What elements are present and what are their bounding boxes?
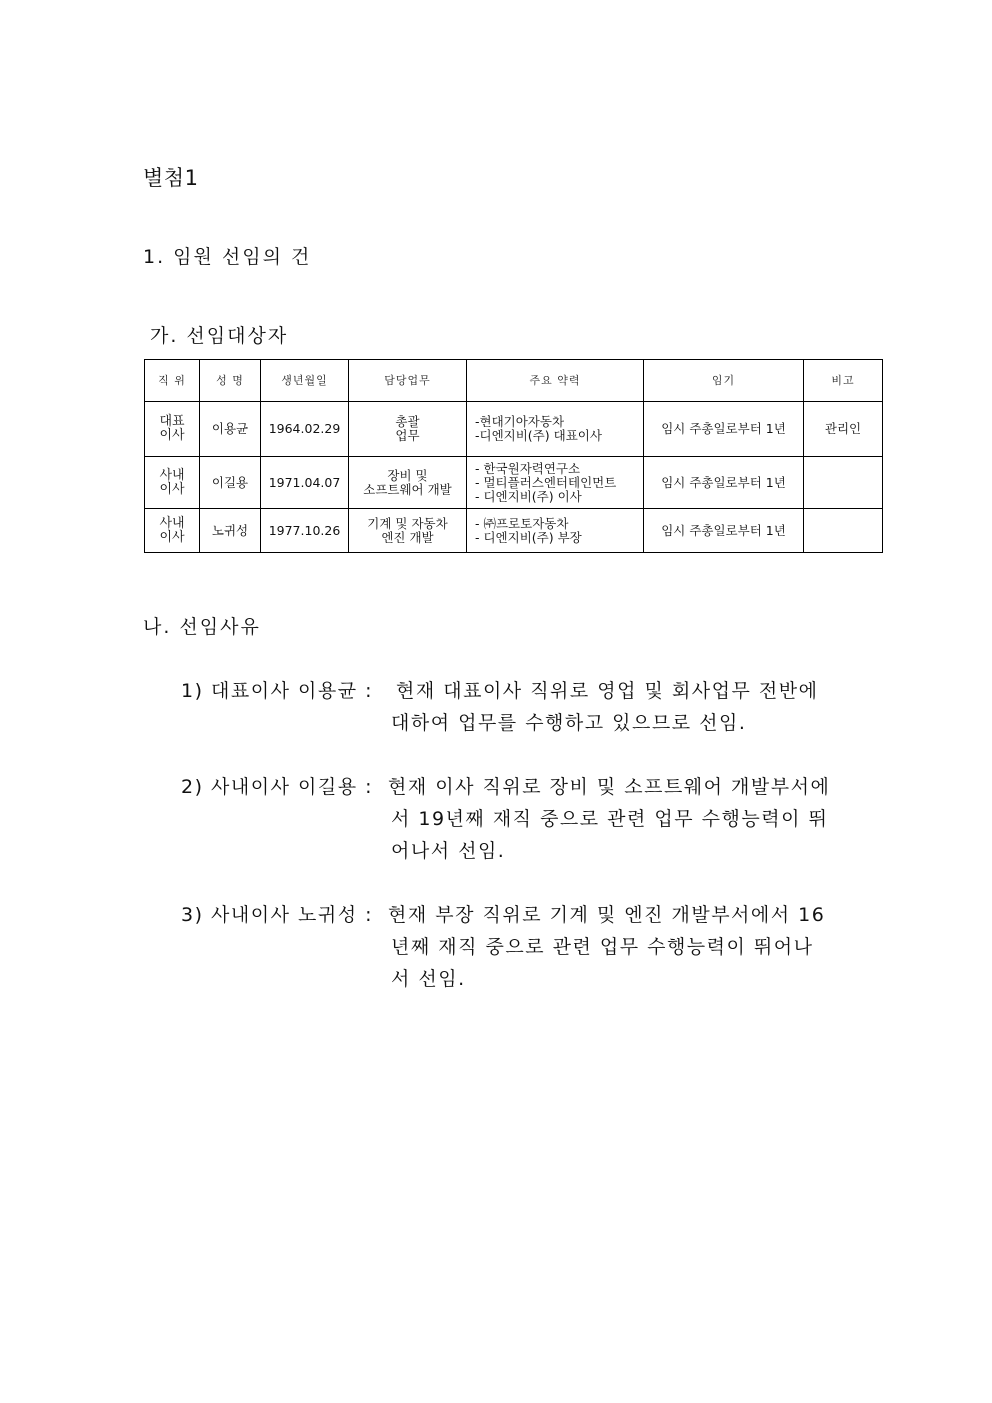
- position-line: 사내: [159, 467, 185, 483]
- birth-cell: 1964.02.29: [261, 402, 349, 457]
- career-line: - ㈜프로토자동차: [475, 515, 569, 531]
- note-cell: 관리인: [804, 402, 883, 457]
- page-title: 별첨1: [143, 166, 199, 190]
- career-cell: [467, 509, 644, 553]
- birth-cell: 1971.04.07: [261, 457, 349, 509]
- career-line: - 멀티플러스엔터테인먼트: [475, 474, 617, 490]
- name-cell: 이길용: [200, 457, 261, 509]
- term-cell: 임시 주총일로부터 1년: [644, 509, 804, 553]
- career-cell: [467, 457, 644, 509]
- table-row: [145, 402, 883, 457]
- name-cell: 노귀성: [200, 509, 261, 553]
- reasons-heading: 나. 선임사유: [143, 616, 261, 638]
- note-cell: [804, 509, 883, 553]
- reason-text-line: 현재 이사 직위로 장비 및 소프트웨어 개발부서에: [388, 776, 831, 798]
- reason-text-line: 현재 대표이사 직위로 영업 및 회사업무 전반에: [396, 680, 819, 702]
- duty-line: 기계 및 자동차: [367, 515, 448, 531]
- column-header-position: 직 위: [145, 360, 200, 402]
- column-header-name: 성 명: [200, 360, 261, 402]
- column-header-duty: 담당업무: [349, 360, 467, 402]
- duty-line: 장비 및: [387, 467, 428, 483]
- note-cell: [804, 457, 883, 509]
- position-line: 이사: [159, 529, 185, 545]
- duty-line: 소프트웨어 개발: [363, 481, 452, 497]
- column-header-birth: 생년월일: [261, 360, 349, 402]
- duty-cell: [349, 402, 467, 457]
- name-cell: 이용균: [200, 402, 261, 457]
- term-cell: 임시 주총일로부터 1년: [644, 457, 804, 509]
- career-line: - 디엔지비(주) 이사: [475, 488, 582, 504]
- career-line: -디엔지비(주) 대표이사: [475, 428, 602, 443]
- reason-label: 2) 사내이사 이길용 :: [181, 776, 373, 798]
- reason-text-line: 서 선임.: [391, 968, 466, 990]
- table-row: [145, 457, 883, 509]
- duty-line: 엔진 개발: [381, 529, 434, 545]
- position-line: 이사: [159, 481, 185, 497]
- reason-label: 3) 사내이사 노귀성 :: [181, 904, 373, 926]
- term-cell: 임시 주총일로부터 1년: [644, 402, 804, 457]
- career-line: - 한국원자력연구소: [475, 460, 581, 476]
- position-line: 사내: [159, 515, 185, 531]
- position-cell: [145, 509, 200, 553]
- candidates-table: [144, 359, 883, 553]
- section-heading: 1. 임원 선임의 건: [143, 246, 312, 268]
- position-line: 대표: [159, 414, 185, 429]
- duty-cell: [349, 457, 467, 509]
- reason-text-line: 년째 재직 중으로 관련 업무 수행능력이 뛰어나: [391, 936, 814, 958]
- table-row: [145, 509, 883, 553]
- column-header-career: 주요 약력: [467, 360, 644, 402]
- duty-line: 총괄: [395, 414, 420, 429]
- column-header-term: 임기: [644, 360, 804, 402]
- position-line: 이사: [159, 428, 185, 443]
- position-cell: [145, 402, 200, 457]
- column-header-note: 비고: [804, 360, 883, 402]
- reason-text-line: 서 19년째 재직 중으로 관련 업무 수행능력이 뛰: [391, 808, 829, 830]
- reason-text-line: 현재 부장 직위로 기계 및 엔진 개발부서에서 16: [388, 904, 826, 926]
- career-line: -현대기아자동차: [475, 414, 565, 429]
- birth-cell: 1977.10.26: [261, 509, 349, 553]
- reason-text-line: 어나서 선임.: [391, 840, 506, 862]
- table-header-row: [145, 360, 883, 402]
- duty-line: 업무: [395, 428, 420, 443]
- duty-cell: [349, 509, 467, 553]
- candidates-heading: 가. 선임대상자: [150, 325, 289, 347]
- career-cell: [467, 402, 644, 457]
- position-cell: [145, 457, 200, 509]
- career-line: - 디엔지비(주) 부장: [475, 529, 582, 545]
- reason-text-line: 대하여 업무를 수행하고 있으므로 선임.: [391, 712, 747, 734]
- reason-label: 1) 대표이사 이용균 :: [181, 680, 373, 702]
